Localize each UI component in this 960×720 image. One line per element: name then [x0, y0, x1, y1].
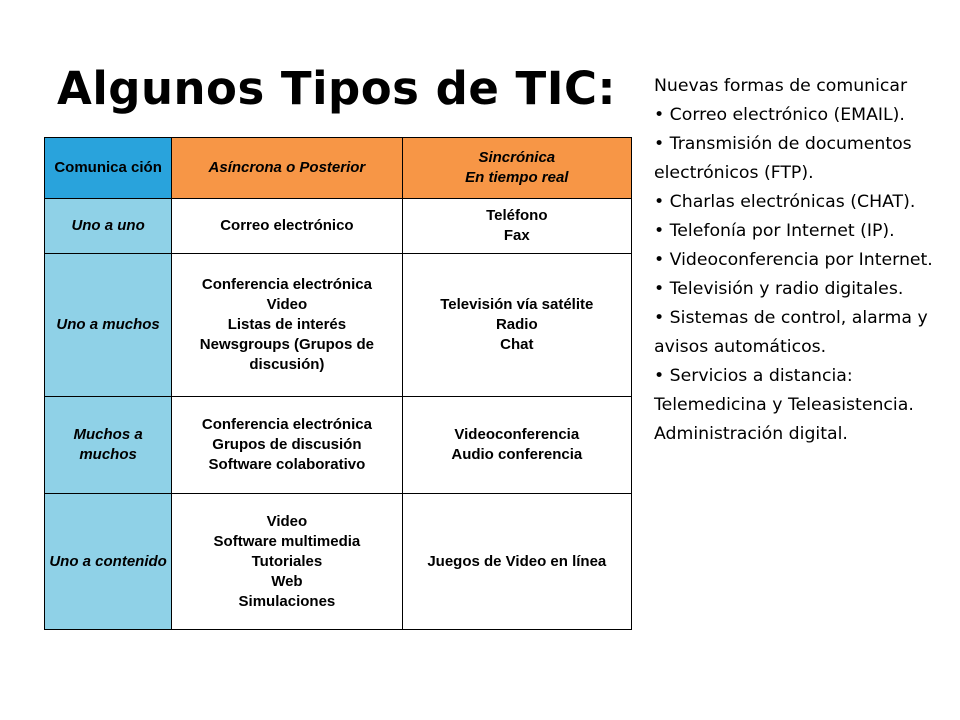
side-list-item: • Servicios a distancia: Telemedicina y Teleasistencia. [654, 366, 914, 415]
side-list-item: • Charlas electrónicas (CHAT). [654, 192, 916, 212]
async-cell-line: Software multimedia [213, 532, 361, 550]
header-comunicacion: Comunica ción [45, 138, 172, 199]
table-row [45, 199, 632, 254]
async-cell-line: Tutoriales [251, 552, 323, 570]
async-cell-line: Video [266, 296, 308, 313]
sync-cell-line: Fax [503, 227, 530, 244]
row-label: Uno a uno [45, 199, 172, 254]
side-heading: Nuevas formas de comunicar [654, 76, 908, 96]
header-sincronica-sub: En tiempo real [465, 169, 569, 186]
async-cell-line: Newsgroups (Grupos de discusión) [199, 336, 374, 373]
sync-cell-line: Teléfono [486, 207, 548, 224]
async-cell-line: Video [266, 512, 308, 530]
side-list-item: • Videoconferencia por Internet. [654, 250, 933, 270]
async-cell [172, 199, 402, 254]
side-list-item: • Telefonía por Internet (IP). [654, 221, 895, 241]
async-cell [172, 494, 402, 630]
async-cell-line: Conferencia electrónica [201, 276, 372, 293]
side-list-item: • Sistemas de control, alarma y avisos automáticos. [654, 308, 928, 357]
table-header-row [45, 138, 632, 199]
tic-table [44, 137, 632, 630]
async-cell [172, 397, 402, 494]
table-row [45, 397, 632, 494]
row-label: Muchos a muchos [45, 397, 172, 494]
sync-cell [402, 254, 631, 397]
sync-cell [402, 199, 631, 254]
async-cell-line: Grupos de discusión [212, 436, 362, 453]
header-sincronica-label: Sincrónica [478, 149, 556, 166]
sync-cell-line: Televisión vía satélite [440, 296, 594, 313]
side-footer: Administración digital. [654, 424, 848, 444]
row-label: Uno a muchos [45, 254, 172, 397]
slide-title: Algunos Tipos de TIC: [57, 62, 616, 115]
side-list-item: • Correo electrónico (EMAIL). [654, 105, 905, 125]
table-row [45, 254, 632, 397]
sync-cell-line: Juegos de Video en línea [427, 552, 607, 570]
table-row [45, 494, 632, 630]
sync-cell-line: Chat [500, 336, 534, 353]
async-cell-line: Software colaborativo [208, 456, 366, 473]
async-cell-line: Correo electrónico [220, 217, 354, 234]
header-asincrona: Asíncrona o Posterior [172, 138, 402, 199]
side-list-item: • Transmisión de documentos electrónicos (FTP). [654, 134, 912, 183]
sync-cell-line: Videoconferencia [454, 426, 580, 443]
async-cell-line: Simulaciones [238, 592, 336, 610]
sync-cell-line: Audio conferencia [451, 446, 583, 463]
async-cell-line: Web [271, 572, 303, 590]
side-text-block [654, 72, 954, 449]
async-cell-line: Listas de interés [227, 316, 347, 333]
sync-cell-line: Radio [495, 316, 538, 333]
sync-cell [402, 494, 631, 630]
async-cell [172, 254, 402, 397]
header-sincronica [402, 138, 631, 199]
sync-cell [402, 397, 631, 494]
row-label: Uno a contenido [45, 494, 172, 630]
side-list-item: • Televisión y radio digitales. [654, 279, 904, 299]
async-cell-line: Conferencia electrónica [201, 416, 372, 433]
